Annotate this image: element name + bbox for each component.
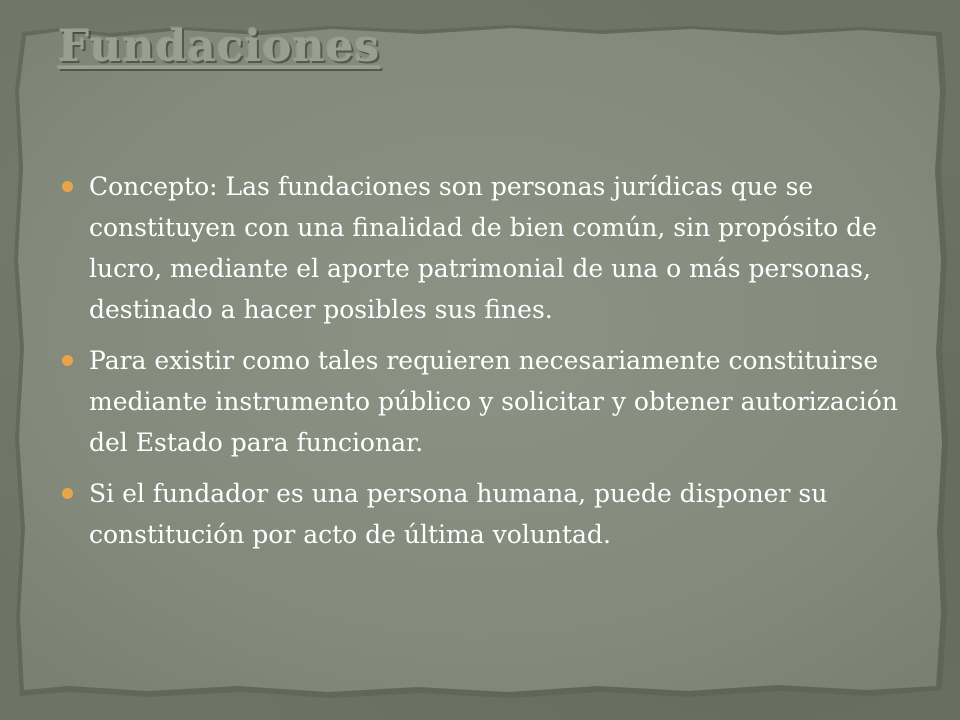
bullet-text: Concepto: Las fundaciones son personas jurídicas que se constituyen con una finalidad de bien común, sin propósito de lucro, mediante el aporte patrimonial de una o más personas, destinado a hacer posibles sus fines. [89,172,877,324]
slide-title: Fundaciones [58,21,381,72]
bullet-item-concepto [62,166,912,330]
bullet-dot-icon [62,355,73,366]
bullet-dot-icon [62,488,73,499]
bullet-item-requisitos [62,340,912,463]
bullet-item-fundador [62,473,912,555]
bullet-list [62,166,912,565]
bullet-dot-icon [62,181,73,192]
bullet-text: Si el fundador es una persona humana, puede disponer su constitución por acto de última voluntad. [89,479,828,549]
bullet-text: Para existir como tales requieren necesariamente constituirse mediante instrumento público y solicitar y obtener autorización del Estado para funcionar. [89,346,898,457]
